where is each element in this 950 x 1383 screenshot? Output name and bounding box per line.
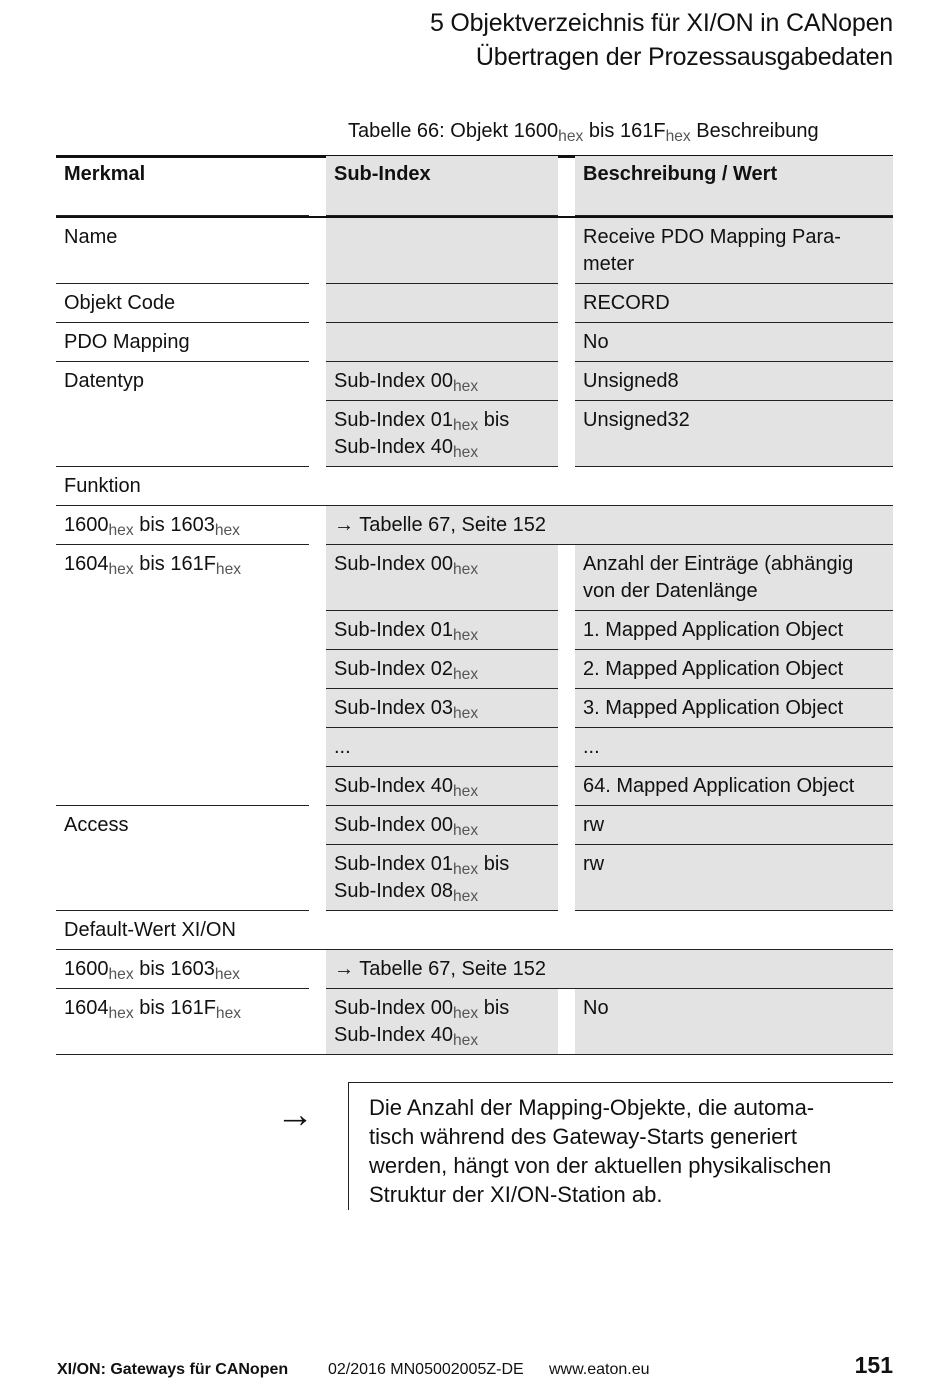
- funktion-label: Funktion: [56, 467, 893, 506]
- note-text-line: werden, hängt von der aktuellen physikalischen: [369, 1153, 832, 1178]
- page-header: [430, 6, 893, 74]
- funktion-range-1: $1600_{hex}$ bis $1603_{hex}$: [56, 506, 309, 545]
- datentyp-sub-b: Sub-Index $01_{hex}$ bis Sub-Index $40_{hex}$: [326, 401, 558, 467]
- funktion-sub-02: Sub-Index $02_{hex}$: [326, 650, 558, 689]
- name-sub: [326, 218, 558, 284]
- default-label: Default-Wert XI/ON: [56, 911, 893, 950]
- objekt-code-label: Objekt Code: [56, 284, 309, 323]
- note-box: [348, 1082, 893, 1210]
- table-row: [56, 218, 893, 284]
- default-ref: → Tabelle 67, Seite 152: [326, 950, 893, 989]
- funktion-sub-00: Sub-Index $00_{hex}$: [326, 545, 558, 611]
- page-footer: [57, 1352, 893, 1382]
- datentyp-value-a: Unsigned8: [575, 362, 893, 401]
- funktion-value-03: 3. Mapped Application Object: [575, 689, 893, 728]
- footer-doc: 02/2016 MN05002005Z-DE: [328, 1361, 524, 1378]
- default-range-1: $1600_{hex}$ bis $1603_{hex}$: [56, 950, 309, 989]
- caption-mid: bis 161F: [583, 120, 666, 142]
- table-row: [56, 545, 893, 806]
- chapter-title: 5 Objektverzeichnis für XI/ON in CANopen: [429, 9, 893, 37]
- header-beschreibung: Beschreibung / Wert: [575, 156, 893, 216]
- caption-suffix: Beschreibung: [690, 120, 819, 142]
- pdo-mapping-label: PDO Mapping: [56, 323, 309, 362]
- table-row: [56, 950, 893, 989]
- caption-hex-2: hex: [665, 128, 691, 145]
- table-header-row: [56, 156, 893, 216]
- funktion-value-ellipsis: ...: [575, 728, 893, 767]
- header-merkmal: Merkmal: [56, 156, 309, 216]
- funktion-sub-ellipsis: ...: [326, 728, 558, 767]
- name-value: Receive PDO Mapping Para- meter: [575, 218, 893, 284]
- funktion-ref: → Tabelle 67, Seite 152: [326, 506, 893, 545]
- objekt-code-value: RECORD: [575, 284, 893, 323]
- funktion-range-2: $1604_{hex}$ bis $161F_{hex}$: [56, 545, 309, 806]
- default-value: No: [575, 989, 893, 1055]
- funktion-sub-01: Sub-Index $01_{hex}$: [326, 611, 558, 650]
- funktion-value-00: Anzahl der Einträge (abhängig von der Datenlänge: [575, 545, 893, 611]
- table-row: [56, 467, 893, 506]
- datentyp-value-b: Unsigned32: [575, 401, 893, 467]
- table-row: [56, 911, 893, 950]
- caption-hex-1: hex: [558, 128, 584, 145]
- access-label: Access: [56, 806, 309, 911]
- footer-title: XI/ON: Gateways für CANopen: [57, 1361, 289, 1378]
- funktion-value-02: 2. Mapped Application Object: [575, 650, 893, 689]
- access-value-a: rw: [575, 806, 893, 845]
- table-row: [56, 989, 893, 1055]
- datentyp-label: Datentyp: [56, 362, 309, 467]
- table-row: [56, 806, 893, 911]
- table-row: [56, 362, 893, 467]
- funktion-sub-40: Sub-Index $40_{hex}$: [326, 767, 558, 806]
- note-arrow-icon: →: [276, 1094, 314, 1136]
- page-number: 151: [854, 1352, 893, 1378]
- pdo-mapping-value: No: [575, 323, 893, 362]
- funktion-sub-03: Sub-Index $03_{hex}$: [326, 689, 558, 728]
- object-table: [56, 156, 893, 1055]
- note-text-line: Die Anzahl der Mapping-Objekte, die automa-: [369, 1095, 815, 1120]
- table-caption: [348, 116, 819, 146]
- section-title: Übertragen der Prozessausgabedaten: [475, 43, 893, 71]
- table-row: [56, 506, 893, 545]
- caption-prefix: Tabelle 66: Objekt 1600: [348, 120, 559, 142]
- note-text-line: Struktur der XI/ON-Station ab.: [369, 1182, 663, 1207]
- funktion-value-01: 1. Mapped Application Object: [575, 611, 893, 650]
- note-text-line: tisch während des Gateway-Starts generiert: [369, 1124, 797, 1149]
- access-sub-a: Sub-Index $00_{hex}$: [326, 806, 558, 845]
- table-row: [56, 323, 893, 362]
- access-value-b: rw: [575, 845, 893, 911]
- default-sub: Sub-Index $00_{hex}$ bis Sub-Index $40_{hex}$: [326, 989, 558, 1055]
- header-sub-index: Sub-Index: [326, 156, 558, 216]
- access-sub-b: Sub-Index $01_{hex}$ bis Sub-Index $08_{hex}$: [326, 845, 558, 911]
- datentyp-sub-a: Sub-Index $00_{hex}$: [326, 362, 558, 401]
- funktion-value-40: 64. Mapped Application Object: [575, 767, 893, 806]
- footer-url: www.eaton.eu: [549, 1361, 650, 1378]
- default-range-2: $1604_{hex}$ bis $161F_{hex}$: [56, 989, 309, 1055]
- name-label: Name: [56, 218, 309, 284]
- table-row: [56, 284, 893, 323]
